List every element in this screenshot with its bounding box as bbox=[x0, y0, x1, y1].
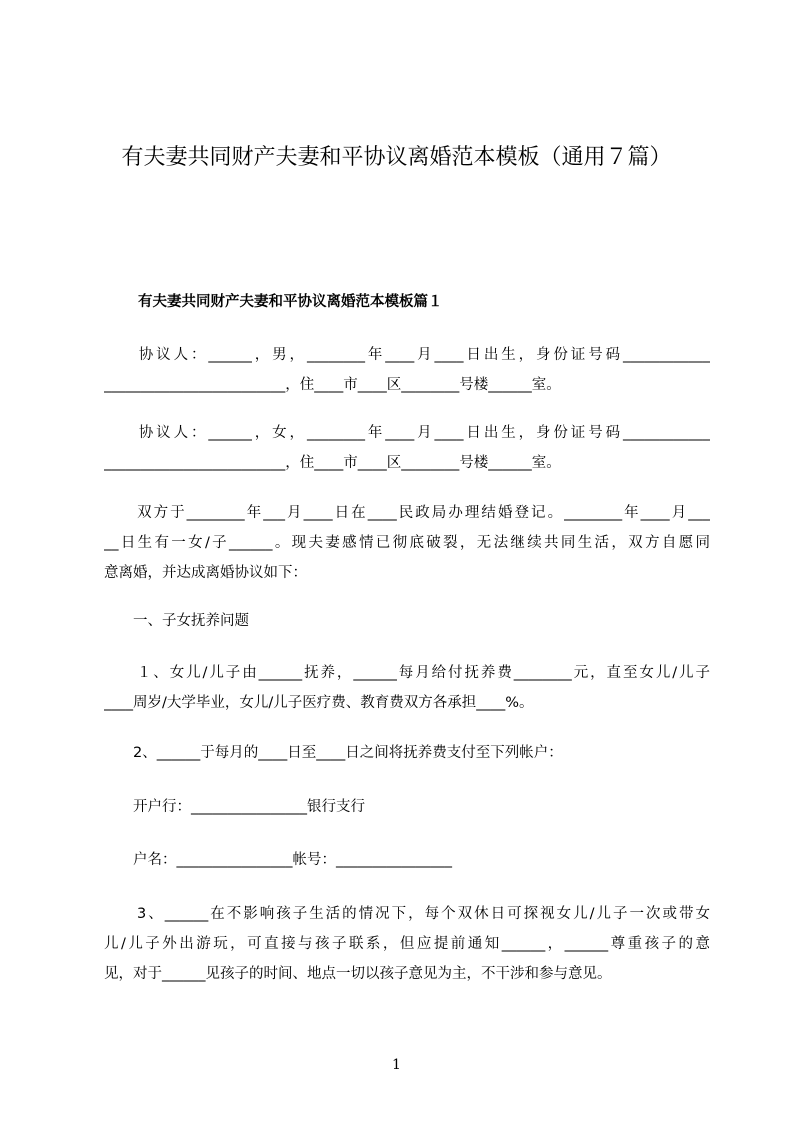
clause-1-paragraph bbox=[104, 658, 710, 718]
paragraph-line: _________________________，住____市____区________号楼______室。 bbox=[104, 455, 561, 471]
paragraph-line: １、女儿/儿子由______抚养，______每月给付抚养费________元，直至女儿/儿子 bbox=[104, 665, 710, 681]
page-number: 1 bbox=[392, 1057, 401, 1073]
bank-branch-line bbox=[104, 792, 710, 822]
paragraph-line: 儿/儿子外出游玩，可直接与孩子联系，但应提前通知______，______尊重孩子的意 bbox=[104, 936, 710, 952]
paragraph-line: ____周岁/大学毕业，女儿/儿子医疗费、教育费双方各承担____%。 bbox=[104, 695, 534, 711]
clause-2-paragraph bbox=[104, 738, 710, 768]
marriage-info-paragraph bbox=[104, 498, 710, 588]
clause-3-paragraph bbox=[104, 899, 710, 989]
paragraph-line: _________________________，住____市____区________号楼______室。 bbox=[104, 377, 561, 393]
paragraph-line: 双方于________年___月____日在____民政局办理结婚登记。________年____月___ bbox=[104, 505, 710, 521]
paragraph-line: 意离婚，并达成离婚协议如下： bbox=[104, 565, 307, 581]
paragraph-line: 开户行：________________银行支行 bbox=[104, 799, 365, 815]
paragraph-line: 协议人：______，男，________年____月____日出生，身份证号码____________ bbox=[104, 347, 710, 363]
paragraph-line: 见，对于______见孩子的时间、地点一切以孩子意见为主，不干涉和参与意见。 bbox=[104, 966, 612, 982]
paragraph-line: __日生有一女/子______。现夫妻感情已彻底破裂，无法继续共同生活，双方自愿同 bbox=[104, 535, 710, 551]
paragraph-line: 户名：________________帐号：________________ bbox=[104, 852, 452, 868]
paragraph-line: 2、______于每月的____日至____日之间将抚养费支付至下列帐户： bbox=[104, 745, 563, 761]
party-one-paragraph bbox=[104, 340, 710, 400]
party-two-paragraph bbox=[104, 418, 710, 478]
account-line bbox=[104, 845, 710, 875]
child-support-heading bbox=[104, 606, 710, 636]
paragraph-line: 协议人：______，女，________年____月____日出生，身份证号码____________ bbox=[104, 425, 710, 441]
paragraph-line: 3、______在不影响孩子生活的情况下，每个双休日可探视女儿/儿子一次或带女 bbox=[104, 906, 710, 922]
paragraph-line: 一、子女抚养问题 bbox=[104, 613, 249, 629]
document-title: 有夫妻共同财产夫妻和平协议离婚范本模板（通用７篇） bbox=[121, 145, 672, 170]
section-title: 有夫妻共同财产夫妻和平协议离婚范本模板篇１ bbox=[138, 294, 443, 310]
